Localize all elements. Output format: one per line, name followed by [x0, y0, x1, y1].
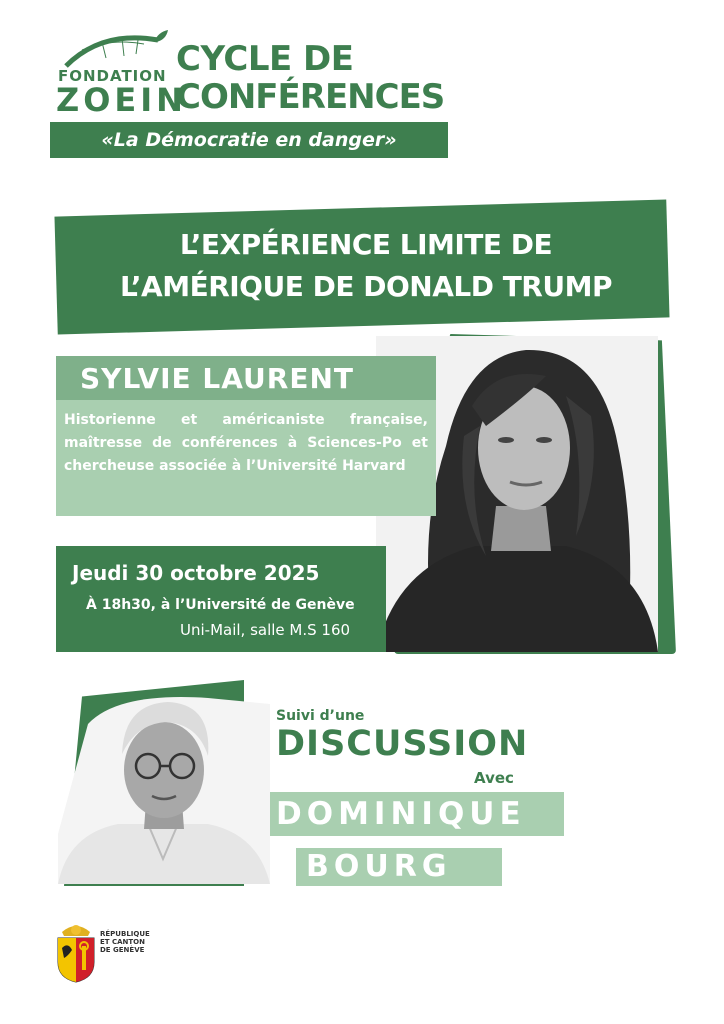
speaker-name: SYLVIE LAURENT — [80, 362, 354, 395]
institution-line: ET CANTON — [100, 938, 145, 946]
speaker-bio: Historienne et américaniste française, maîtresse de conférences à Sciences-Po et chercheuse associée à l’Université Harvard — [64, 412, 428, 474]
lecture-title-line2: L’AMÉRIQUE DE DONALD TRUMP — [120, 270, 612, 303]
lecture-title-line1: L’EXPÉRIENCE LIMITE DE — [179, 228, 553, 261]
discussion-label: DISCUSSION — [276, 724, 529, 764]
geneva-coat-of-arms-icon — [54, 922, 98, 984]
event-time-place: À 18h30, à l’Université de Genève — [86, 597, 355, 613]
discussant-first-name: DOMINIQUE — [276, 796, 526, 832]
foundation-name: ZOEIN — [56, 81, 187, 119]
event-room: Uni-Mail, salle M.S 160 — [180, 621, 351, 639]
lecture-title-banner — [54, 199, 669, 334]
foundation-label: FONDATION — [58, 67, 167, 85]
discussant-photo — [58, 684, 270, 884]
cycle-title-line2: CONFÉRENCES — [176, 77, 445, 117]
discussion-intro: Suivi d’une — [276, 708, 365, 724]
discussant-last-name: BOURG — [306, 849, 452, 884]
zoein-logo-arc — [62, 28, 172, 68]
event-date: Jeudi 30 octobre 2025 — [72, 561, 320, 585]
discussion-with: Avec — [474, 769, 514, 787]
institution-label — [100, 930, 150, 954]
cycle-title-line1: CYCLE DE — [176, 39, 354, 79]
institution-line: RÉPUBLIQUE — [100, 930, 150, 938]
institution-line: DE GENÈVE — [100, 946, 145, 954]
series-subtitle: «La Démocratie en danger» — [50, 122, 448, 158]
